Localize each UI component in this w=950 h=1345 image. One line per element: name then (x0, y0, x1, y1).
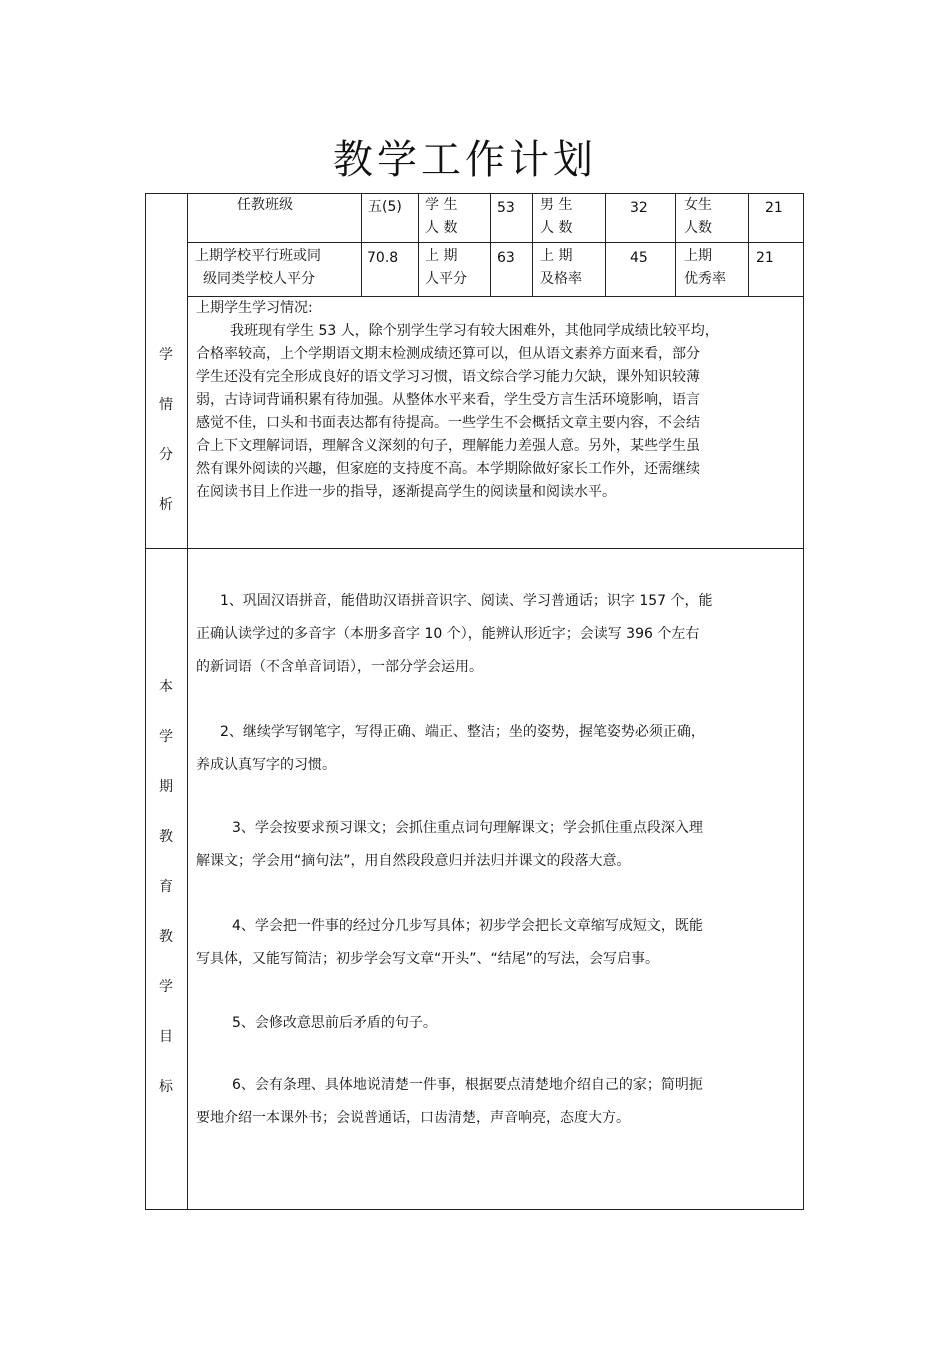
table-divider (675, 193, 676, 296)
last-avg-value: 63 (497, 250, 515, 266)
side-char: 期 (159, 779, 173, 795)
table-divider (605, 193, 606, 296)
learning-situation (196, 297, 796, 504)
goal-line: 养成认真写字的习惯。 (196, 757, 336, 773)
boys-value: 32 (630, 200, 648, 216)
section-label-analysis (147, 344, 185, 544)
side-char: 学 (159, 979, 173, 995)
table-divider (187, 193, 188, 1210)
analysis-line: 感觉不佳，口头和书面表达都有待提高。一些学生不会概括文章主要内容，不会结 (196, 415, 700, 431)
analysis-line: 学生还没有完全形成良好的语文学习习惯，语文综合学习能力欠缺，课外知识较薄 (196, 369, 700, 385)
girls-value: 21 (765, 200, 783, 216)
side-char: 学 (159, 347, 173, 363)
table-divider (418, 193, 419, 296)
goal-2 (196, 716, 796, 782)
analysis-heading: 上期学生学习情况: (196, 300, 313, 316)
table-divider (532, 193, 533, 296)
side-char: 育 (159, 879, 173, 895)
goal-line: 要地介绍一本课外书；会说普通话，口齿清楚，声音响亮，态度大方。 (196, 1110, 630, 1126)
goal-line: 2、继续学写钢笔字，写得正确、端正、整洁；坐的姿势，握笔姿势必须正确， (220, 724, 705, 740)
goal-1 (196, 585, 796, 684)
students-value: 53 (497, 200, 515, 216)
side-char: 标 (159, 1079, 173, 1095)
side-char: 情 (159, 397, 173, 413)
students-label-2: 人 数 (425, 220, 458, 236)
side-char: 教 (159, 929, 173, 945)
table-divider (361, 193, 362, 296)
goal-5 (196, 1007, 796, 1040)
table-divider (490, 193, 491, 296)
excellent-label-2: 优秀率 (684, 271, 726, 287)
goal-3 (196, 812, 796, 878)
class-value: 五(5) (368, 199, 402, 215)
goal-line: 解课文；学会用“摘句法”，用自然段段意归并法归并课文的段落大意。 (196, 853, 631, 869)
students-label-1: 学 生 (425, 197, 458, 213)
table-divider (145, 548, 804, 549)
side-char: 分 (159, 447, 173, 463)
analysis-line: 我班现有学生 53 人，除个别学生学习有较大困难外，其他同学成绩比较平均， (230, 323, 719, 339)
table-divider (187, 242, 804, 243)
goal-line: 写具体，又能写简洁；初步学会写文章“开头”、“结尾”的写法，会写启事。 (196, 951, 660, 967)
analysis-line: 合上下文理解词语，理解含义深刻的句子，理解能力差强人意。另外，某些学生虽 (196, 438, 700, 454)
excellent-value: 21 (756, 250, 774, 266)
goal-line: 4、学会把一件事的经过分几步写具体；初步学会把长文章缩写成短文，既能 (232, 918, 703, 934)
pass-label-1: 上 期 (540, 248, 573, 264)
goal-line: 6、会有条理、具体地说清楚一件事，根据要点清楚地介绍自己的家；简明扼 (232, 1077, 703, 1093)
page-title: 教学工作计划 (333, 137, 597, 183)
girls-label-1: 女生 (684, 197, 712, 213)
goal-line: 3、学会按要求预习课文；会抓住重点词句理解课文；学会抓住重点段深入理 (232, 820, 703, 836)
goal-line: 1、巩固汉语拼音，能借助汉语拼音识字、阅读、学习普通话；识字 157 个，能 (220, 593, 713, 609)
boys-label-2: 人 数 (540, 220, 573, 236)
side-char: 目 (159, 1029, 173, 1045)
pass-label-2: 及格率 (540, 271, 582, 287)
goal-line: 正确认读学过的多音字（本册多音字 10 个），能辨认形近字；会读写 396 个左右 (196, 626, 700, 642)
analysis-line: 然有课外阅读的兴趣，但家庭的支持度不高。本学期除做好家长工作外，还需继续 (196, 461, 700, 477)
analysis-line: 弱，古诗词背诵积累有待加强。从整体水平来看，学生受方言生活环境影响，语言 (196, 392, 700, 408)
side-char: 本 (159, 679, 173, 695)
class-label: 任教班级 (237, 197, 293, 213)
avg-score-label-2: 级同类学校人平分 (203, 271, 315, 287)
side-char: 析 (159, 497, 173, 513)
analysis-line: 在阅读书目上作进一步的指导，逐渐提高学生的阅读量和阅读水平。 (196, 484, 616, 500)
side-char: 教 (159, 829, 173, 845)
avg-score-label-1: 上期学校平行班或同 (195, 248, 321, 264)
goal-line: 的新词语（不含单音词语），一部分学会运用。 (196, 659, 483, 675)
girls-label-2: 人数 (684, 220, 712, 236)
analysis-line: 合格率较高，上个学期语文期末检测成绩还算可以，但从语文素养方面来看，部分 (196, 346, 700, 362)
pass-value: 45 (630, 250, 648, 266)
side-char: 学 (159, 729, 173, 745)
goal-line: 5、会修改意思前后矛盾的句子。 (232, 1015, 437, 1031)
section-label-goals (147, 676, 185, 1126)
boys-label-1: 男 生 (540, 197, 573, 213)
goal-6 (196, 1069, 796, 1135)
avg-score-value: 70.8 (367, 250, 399, 266)
table-divider (748, 193, 749, 296)
last-avg-label-1: 上 期 (425, 248, 458, 264)
excellent-label-1: 上期 (684, 248, 712, 264)
last-avg-label-2: 人平分 (425, 271, 467, 287)
goal-4 (196, 910, 796, 976)
